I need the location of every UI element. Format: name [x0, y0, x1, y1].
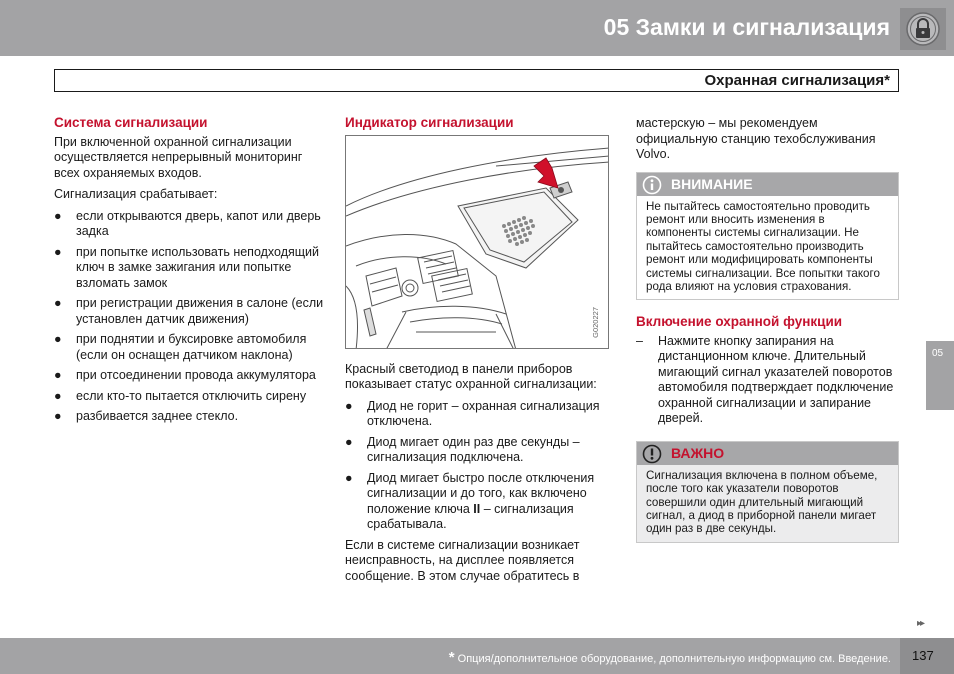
important-label: ВАЖНО	[671, 444, 725, 461]
column-activation	[636, 116, 899, 557]
list-item: ● Диод не горит – охранная сигнализация отключена.	[345, 398, 600, 428]
column-alarm-indicator	[345, 115, 610, 590]
important-header	[637, 442, 898, 465]
indicator-status-list	[345, 399, 610, 533]
warning-box	[636, 172, 899, 301]
continued-text: мастерскую – мы рекомендуем официальную станцию техобслуживания Volvo.	[636, 116, 876, 161]
fault-message-text: Если в системе сигнализации возникает неисправность, на дисплее появляется сообщение. В этом случае обратитесь в	[345, 537, 580, 583]
bullet-icon: ●	[54, 208, 62, 223]
list-item: ● разбивается заднее стекло.	[54, 409, 239, 423]
dashboard-drawing	[346, 136, 609, 349]
bullet-icon: ●	[54, 296, 62, 310]
lock-icon	[905, 11, 941, 47]
bullet-icon: ●	[54, 244, 62, 259]
info-icon	[641, 175, 663, 195]
footnote-text: Опция/дополнительное оборудование, дополнительную информацию см. Введение.	[454, 653, 891, 665]
chapter-title: 05 Замки и сигнализация	[603, 14, 890, 40]
warning-header	[637, 173, 898, 196]
list-item: ● при отсоединении провода аккумулятора	[54, 368, 316, 382]
activation-step: – Нажмите кнопку запирания на дистанционном ключе. Длительный мигающий сигнал указателей поворотов автомобиля подтверждает подключение охранной сигнализации и запирание дверей.	[636, 333, 894, 426]
exclamation-icon	[641, 444, 663, 464]
warning-label: ВНИМАНИЕ	[671, 175, 753, 192]
activation-heading: Включение охранной функции	[636, 314, 843, 330]
warning-text: Не пытайтесь самостоятельно проводить ремонт или вносить изменения в компоненты системы сигнализации. Не пытайтесь самостоятельно производить ремонт или модифицировать компоненты системы сигнализации. Все попытки такого рода влияют на условия страхования.	[646, 199, 880, 293]
asterisk-icon: *	[448, 649, 455, 666]
bullet-icon: ●	[54, 332, 62, 346]
chapter-side-tab	[926, 341, 954, 410]
chapter-icon-box	[900, 8, 946, 50]
page-number-box	[900, 638, 954, 674]
alarm-led-icon	[558, 187, 564, 193]
page-number: 137	[912, 648, 934, 663]
column-alarm-system	[54, 115, 324, 430]
list-item: ● если открываются дверь, капот или дверь задка	[54, 208, 321, 238]
section-header	[54, 69, 899, 92]
figure-code: G020227	[590, 306, 600, 338]
alarm-indicator-heading: Индикатор сигнализации	[345, 115, 514, 130]
bullet-icon: ●	[54, 388, 62, 403]
alarm-intro-text: При включенной охранной сигнализации осуществляется непрерывный мониторинг всех охраняемых входов.	[54, 134, 303, 180]
bullet-icon: ●	[345, 398, 353, 413]
footer-bar	[0, 638, 954, 674]
alarm-system-heading: Система сигнализации	[54, 115, 208, 130]
footnote	[449, 649, 891, 666]
dashboard-illustration	[345, 135, 609, 349]
important-box	[636, 441, 899, 543]
list-item: ● при регистрации движения в салоне (если установлен датчик движения)	[54, 296, 324, 326]
alarm-trigger-list	[54, 209, 324, 425]
list-item: ● Диод мигает быстро после отключения сигнализации и до того, как включено положение ключа II – сигнализация срабатывала.	[345, 470, 595, 531]
indicator-intro-text: Красный светодиод в панели приборов показывает статус охранной сигнализации:	[345, 361, 597, 391]
chapter-number: 05	[932, 348, 944, 359]
bullet-icon: ●	[54, 368, 62, 382]
continue-arrows-icon: ▸▸	[917, 618, 924, 629]
alarm-triggers-lead: Сигнализация срабатывает:	[54, 187, 218, 201]
bullet-icon: ●	[345, 434, 353, 449]
header-bar	[0, 0, 954, 56]
key-position: II	[473, 501, 481, 516]
list-item: ● при поднятии и буксировке автомобиля (если он оснащен датчиком наклона)	[54, 332, 307, 362]
important-text: Сигнализация включена в полном объеме, после того как указатели поворотов совершили один длительный мигающий сигнал, а диод в приборной панели мигает один раз в две секунды.	[637, 465, 898, 542]
section-title: Охранная сигнализация*	[704, 72, 890, 89]
list-item: ● Диод мигает один раз две секунды – сигнализация подключена.	[345, 434, 580, 464]
list-item: ● если кто-то пытается отключить сирену	[54, 388, 307, 403]
list-item: ● при попытке использовать неподходящий ключ в замке зажигания или попытке взломать замок	[54, 244, 320, 290]
dash-icon: –	[636, 333, 643, 348]
bullet-icon: ●	[345, 470, 353, 485]
bullet-icon: ●	[54, 409, 62, 423]
